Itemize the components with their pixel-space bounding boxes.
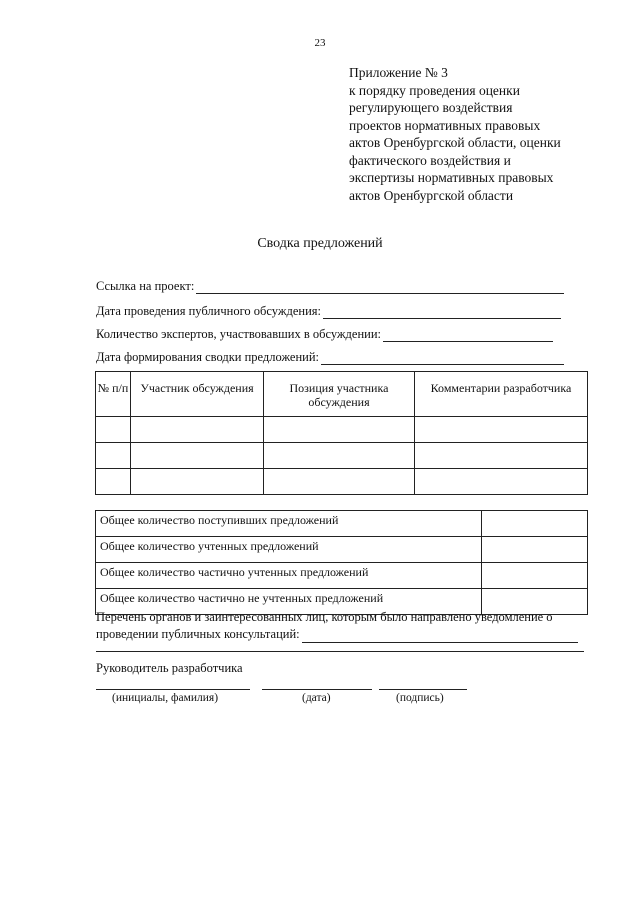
initials-input-line[interactable] [96, 689, 250, 690]
table-row [96, 443, 588, 469]
table-cell[interactable] [96, 443, 131, 469]
col-header-comments: Комментарии разработчика [415, 372, 588, 417]
project-link-label: Ссылка на проект: [96, 279, 195, 293]
totals-value-cell[interactable] [482, 511, 588, 537]
totals-label: Общее количество частично учтенных предложений [96, 563, 482, 589]
date-input-line[interactable] [262, 689, 372, 690]
notice-input-line[interactable] [302, 630, 578, 643]
discussion-date-input-line[interactable] [323, 306, 561, 319]
document-title: Сводка предложений [257, 236, 383, 251]
initials-caption: (инициалы, фамилия) [112, 692, 219, 704]
project-link-field [96, 279, 564, 294]
table-cell[interactable] [415, 443, 588, 469]
appendix-line: актов Оренбургской области [349, 187, 514, 203]
head-label: Руководитель разработчика [96, 661, 243, 675]
table-cell[interactable] [96, 417, 131, 443]
totals-label: Общее количество частично не учтенных предложений [96, 589, 482, 615]
totals-value-cell[interactable] [482, 563, 588, 589]
notice-text: Перечень органов и заинтересованных лиц, которым было направлено уведомление о [96, 610, 553, 624]
table-cell[interactable] [264, 469, 415, 495]
table-row [96, 511, 588, 537]
totals-value-cell[interactable] [482, 537, 588, 563]
project-link-input-line[interactable] [196, 281, 564, 294]
appendix-line: проектов нормативных правовых [349, 117, 541, 133]
appendix-line: актов Оренбургской области, оценки [349, 135, 561, 150]
discussion-date-field [96, 304, 561, 319]
date-caption: (дата) [302, 692, 331, 704]
table-cell[interactable] [131, 417, 264, 443]
discussion-date-label: Дата проведения публичного обсуждения: [96, 304, 321, 318]
experts-count-input-line[interactable] [383, 329, 553, 342]
notice-field [96, 626, 596, 643]
col-header-participant: Участник обсуждения [131, 372, 264, 417]
table-row [96, 563, 588, 589]
appendix-line: фактического воздействия и [349, 152, 511, 168]
appendix-line: к порядку проведения оценки [349, 82, 520, 98]
page-number: 23 [314, 37, 326, 49]
table-cell[interactable] [131, 469, 264, 495]
table-cell[interactable] [264, 417, 415, 443]
table-row [96, 469, 588, 495]
experts-count-field [96, 327, 553, 342]
notice-section [96, 609, 596, 643]
experts-count-label: Количество экспертов, участвовавших в обсуждении: [96, 327, 382, 341]
table-cell[interactable] [96, 469, 131, 495]
table-header-row [96, 372, 588, 417]
summary-date-input-line[interactable] [321, 352, 564, 365]
notice-label: проведении публичных консультаций: [96, 627, 300, 641]
summary-date-label: Дата формирования сводки предложений: [96, 350, 320, 364]
table-cell[interactable] [415, 417, 588, 443]
summary-date-field [96, 350, 564, 365]
col-header-number: № п/п [96, 372, 131, 417]
totals-table [95, 510, 588, 615]
signature-input-line[interactable] [379, 689, 467, 690]
totals-label: Общее количество учтенных предложений [96, 537, 482, 563]
appendix-line: регулирующего воздействия [349, 100, 513, 115]
table-row [96, 537, 588, 563]
table-cell[interactable] [264, 443, 415, 469]
signature-caption: (подпись) [396, 692, 444, 704]
table-cell[interactable] [415, 469, 588, 495]
table-cell[interactable] [131, 443, 264, 469]
table-row [96, 417, 588, 443]
notice-input-line-2[interactable] [96, 651, 584, 652]
appendix-line: Приложение № 3 [349, 65, 448, 80]
col-header-position: Позиция участника обсуждения [264, 372, 415, 417]
proposals-table [95, 371, 588, 495]
appendix-line: экспертизы нормативных правовых [349, 170, 554, 185]
appendix-header [349, 64, 561, 204]
totals-label: Общее количество поступивших предложений [96, 511, 482, 537]
